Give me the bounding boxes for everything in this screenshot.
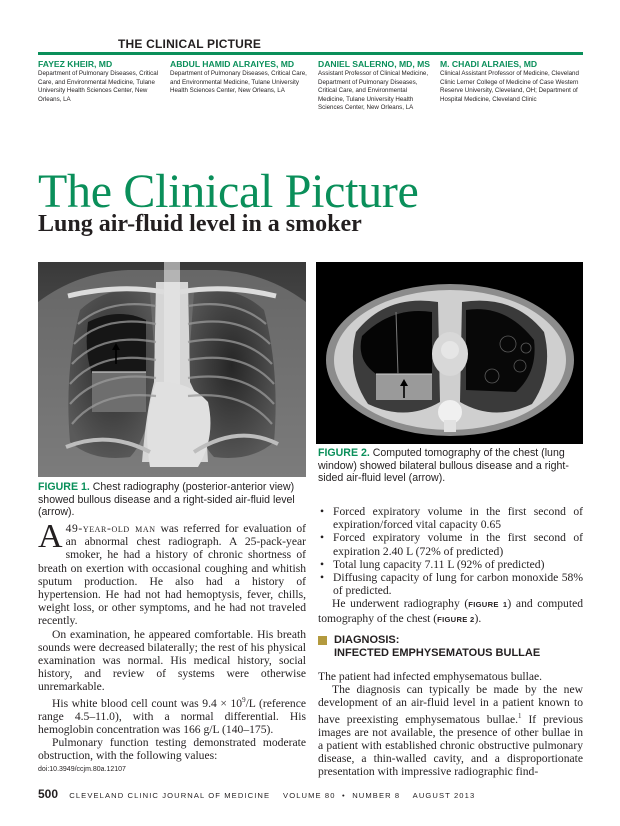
paragraph <box>38 518 306 628</box>
paragraph-text: His white blood cell count was 9.4 × 10 <box>52 696 243 710</box>
header-rule <box>38 52 583 55</box>
diagnosis-marker-icon <box>318 636 327 645</box>
body-column-right-lower <box>318 670 583 778</box>
author-block <box>38 59 164 104</box>
issue-number: NUMBER 8 <box>352 791 401 800</box>
author-affiliation: Department of Pulmonary Diseases, Critical Care, and Environmental Medicine, Tulane University Health Sciences Center, New Orleans, LA <box>170 70 307 95</box>
body-column-right <box>318 505 583 626</box>
figure-2-label: FIGURE 2. <box>318 447 370 459</box>
page-title: The Clinical Picture <box>38 165 419 218</box>
paragraph-text: /L (reference range 4.5–11.0), with a normal differential. His hemoglobin concentration was 166 g/L (140–175). <box>38 696 307 736</box>
author-affiliation: Department of Pulmonary Diseases, Critical Care, and Environmental Medicine, Tulane University Health Sciences Center, New Orleans, LA <box>38 70 159 103</box>
chest-xray-image <box>38 262 306 477</box>
article-subtitle: Lung air-fluid level in a smoker <box>38 211 362 237</box>
issue-date: AUGUST 2013 <box>412 791 476 800</box>
diagnosis-heading <box>334 634 540 660</box>
figure-1-caption <box>38 481 306 519</box>
page-number: 500 <box>38 787 59 801</box>
author-affiliation: Assistant Professor of Clinical Medicine, Department of Pulmonary Diseases, Critical Care, and Environmental Medicine, Tulane University Health Sciences Center, New Orleans, LA <box>318 70 429 112</box>
journal-name: CLEVELAND CLINIC JOURNAL OF MEDICINE <box>69 791 271 800</box>
volume: VOLUME 80 <box>283 791 336 800</box>
author-name: ABDUL HAMID ALRAIYES, MD <box>170 59 295 69</box>
paragraph-text: The diagnosis can typically be made by the new development of an air-fluid level in a patient known to have preexisting emphysematous bullae. <box>318 683 583 726</box>
author-affiliation: Clinical Assistant Professor of Medicine, Cleveland Clinic Lerner College of Medicine of Case Western Reserve University, Cleveland, OH; Department of Hospital Medicine, Cleveland Clinic <box>440 70 579 103</box>
author-name: DANIEL SALERNO, MD, MS <box>318 59 431 69</box>
drop-cap: A <box>38 518 63 555</box>
figure-2-ct-scan <box>316 262 583 444</box>
list-item: • Forced expiratory volume in the first second of expiration/forced vital capacity 0.65 <box>318 505 583 531</box>
author-block <box>440 59 584 104</box>
author-block <box>318 59 430 113</box>
section-label: THE CLINICAL PICTURE <box>118 37 262 51</box>
paragraph: On examination, he appeared comfortable. His breath sounds were decreased bilaterally; the rest of his physical examination was normal. His medical history, social history, and review of systems were otherwise unremarkable. <box>38 627 306 694</box>
diagnosis-heading-line: DIAGNOSIS: <box>334 634 400 646</box>
author-name: FAYEZ KHEIR, MD <box>38 59 113 69</box>
figure-1-reference: FIGURE 1 <box>468 600 508 610</box>
paragraph: Pulmonary function testing demonstrated moderate obstruction, with the following values: <box>38 736 306 763</box>
paragraph-text: was referred for evaluation of an abnormal chest radiograph. A 25-pack-year smoker, he had a history of chronic shortness of breath on exertion with occasional coughing and whitish sputum production. He also had a history of hypertension. He had not had hemoptysis, fever, chills, weight loss, or other symptoms, and he had not traveled recently. <box>38 522 306 628</box>
figure-2-reference: FIGURE 2 <box>437 614 475 624</box>
figure-1-label: FIGURE 1. <box>38 481 90 493</box>
ct-image <box>316 262 583 444</box>
figure-1-chest-radiograph <box>38 262 306 477</box>
author-name: M. CHADI ALRAIES, MD <box>440 59 538 69</box>
paragraph: The patient had infected emphysematous bullae. <box>318 670 543 683</box>
diagnosis-heading-line: INFECTED EMPHYSEMATOUS BULLAE <box>334 647 541 659</box>
list-item: • Total lung capacity 7.11 L (92% of predicted) <box>318 558 583 571</box>
superscript: 9 <box>242 695 246 704</box>
doi-text: doi:10.3949/ccjm.80a.12107 <box>38 766 126 773</box>
paragraph-text: ). <box>474 611 482 625</box>
list-item: • Forced expiratory volume in the first second of expiration 2.40 L (72% of predicted) <box>318 531 583 557</box>
paragraph <box>38 694 306 736</box>
separator: • <box>338 791 349 800</box>
superscript: 1 <box>518 711 522 720</box>
page-footer <box>38 787 475 801</box>
list-item: • Diffusing capacity of lung for carbon monoxide 58% of predicted. <box>318 571 583 597</box>
figure-2-caption-text: Computed tomography of the chest (lung window) showed bilateral bullous disease and a right-sided air-fluid level (arrow). <box>318 447 569 485</box>
author-block <box>170 59 312 96</box>
figure-1-caption-text: Chest radiography (posterior-anterior view) showed bullous disease and a right-sided air-fluid level (arrow). <box>38 481 295 519</box>
paragraph-text: He underwent radiography ( <box>332 597 469 611</box>
figure-2-caption <box>318 447 583 485</box>
opening-words: 49-year-old man <box>65 522 156 535</box>
paragraph <box>318 683 583 778</box>
paragraph-text: If previous images are not available, the presence of other bullae in a patient with established chronic obstructive pulmonary disease, a thin-walled cavity, and a disproportionate presentation with impressive radiographic find- <box>318 712 583 779</box>
paragraph <box>318 597 583 625</box>
body-column-left <box>38 518 307 763</box>
pulmonary-function-list <box>318 505 583 597</box>
paragraph-text: ) and computed tomography of the chest ( <box>318 597 584 625</box>
